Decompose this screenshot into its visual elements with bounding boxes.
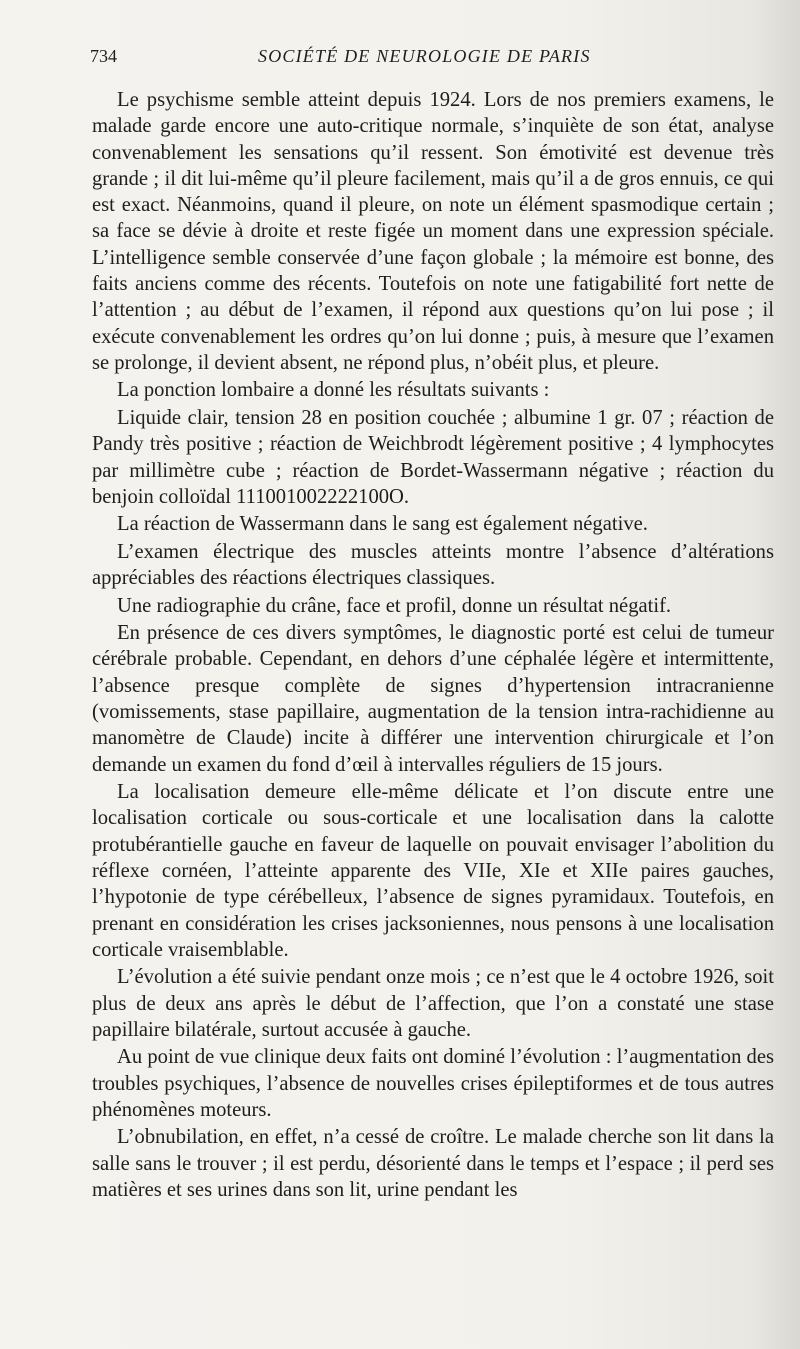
paragraph-point-de-vue-clinique: Au point de vue clinique deux faits ont dominé l’évolution : l’augmentation des troubles psychiques, l’absence de nouvelles crises épileptiformes et de tous autres phénomènes moteurs. [92, 1046, 774, 1121]
paragraph-evolution: L’évolution a été suivie pendant onze mois ; ce n’est que le 4 octobre 1926, soit plus de deux ans après le début de l’affection, que l’on a constaté une stase papillaire bilatérale, surtout accusée à gauche. [92, 966, 774, 1041]
paragraph-obnubilation: L’obnubilation, en effet, n’a cessé de croître. Le malade cherche son lit dans la salle sans le trouver ; il est perdu, désorienté dans le temps et l’espace ; il perd ses matières et ses urines dans son lit, urine pendant les [92, 1126, 774, 1202]
running-title: SOCIÉTÉ DE NEUROLOGIE DE PARIS [258, 46, 591, 66]
paragraph-diagnostic: En présence de ces divers symptômes, le diagnostic porté est celui de tumeur cérébrale probable. Cependant, en dehors d’une céphalée légère et intermittente, l’absence presque complète de signes d’hypertension intracranienne (vomissements, stase papillaire, augmentation de la tension intra-rachidienne au manomètre de Claude) incite à différer une intervention chirurgicale et l’on demande un examen du fond d’œil à intervalles réguliers de 15 jours. [92, 622, 774, 776]
body-text [92, 87, 774, 1203]
paragraph-ponction-lombaire: La ponction lombaire a donné les résultats suivants : [117, 379, 550, 402]
paragraph-examen-electrique: L’examen électrique des muscles atteints montre l’absence d’altérations appréciables des réactions électriques classiques. [92, 540, 774, 590]
paragraph-radiographie: Une radiographie du crâne, face et profil, donne un résultat négatif. [117, 594, 672, 617]
paragraph-psychisme: Le psychisme semble atteint depuis 1924. Lors de nos premiers examens, le malade garde encore une auto-critique normale, s’inquiète de son état, analyse convenablement les sensations qu’il ressent. Son émotivité est devenue très grande ; il dit lui-même qu’il pleure facilement, mais qu’il a de gros ennuis, ce qui est exact. Néanmoins, quand il pleure, on note un élément spasmodique certain ; sa face se dévie à droite et reste figée un moment dans une expression spéciale. L’intelligence semble conservée d’une façon globale ; la mémoire est bonne, des faits anciens comme des récents. Toutefois on note une fatigabilité fort nette de l’attention ; au début de l’examen, il répond aux questions qu’on lui pose ; il exécute convenablement les ordres qu’on lui donne ; puis, à mesure que l’examen se prolonge, il devient absent, ne répond plus, n’obéit plus, et pleure. [92, 89, 774, 374]
paragraph-wassermann-sang: La réaction de Wassermann dans le sang est également négative. [117, 513, 648, 536]
paragraph-localisation: La localisation demeure elle-même délicate et l’on discute entre une localisation corticale ou sous-corticale et une localisation dans la calotte protubérantielle gauche en faveur de laquelle on pouvait envisager l’abolition du réflexe cornéen, l’atteinte apparente des VIIe, XIe et XIIe paires gauches, l’hypotonie de type cérébelleux, l’absence de signes pyramidaux. Toutefois, en prenant en considération les crises jacksoniennes, nous pensons à une localisation corticale vraisemblable. [92, 781, 774, 961]
paragraph-liquide-clair: Liquide clair, tension 28 en position couchée ; albumine 1 gr. 07 ; réaction de Pandy très positive ; réaction de Weichbrodt légèrement positive ; 4 lymphocytes par millimètre cube ; réaction de Bordet-Wassermann négative ; réaction du benjoin colloïdal 111001002222100O. [92, 406, 774, 508]
page-header [90, 46, 760, 76]
page-number: 734 [90, 46, 117, 66]
